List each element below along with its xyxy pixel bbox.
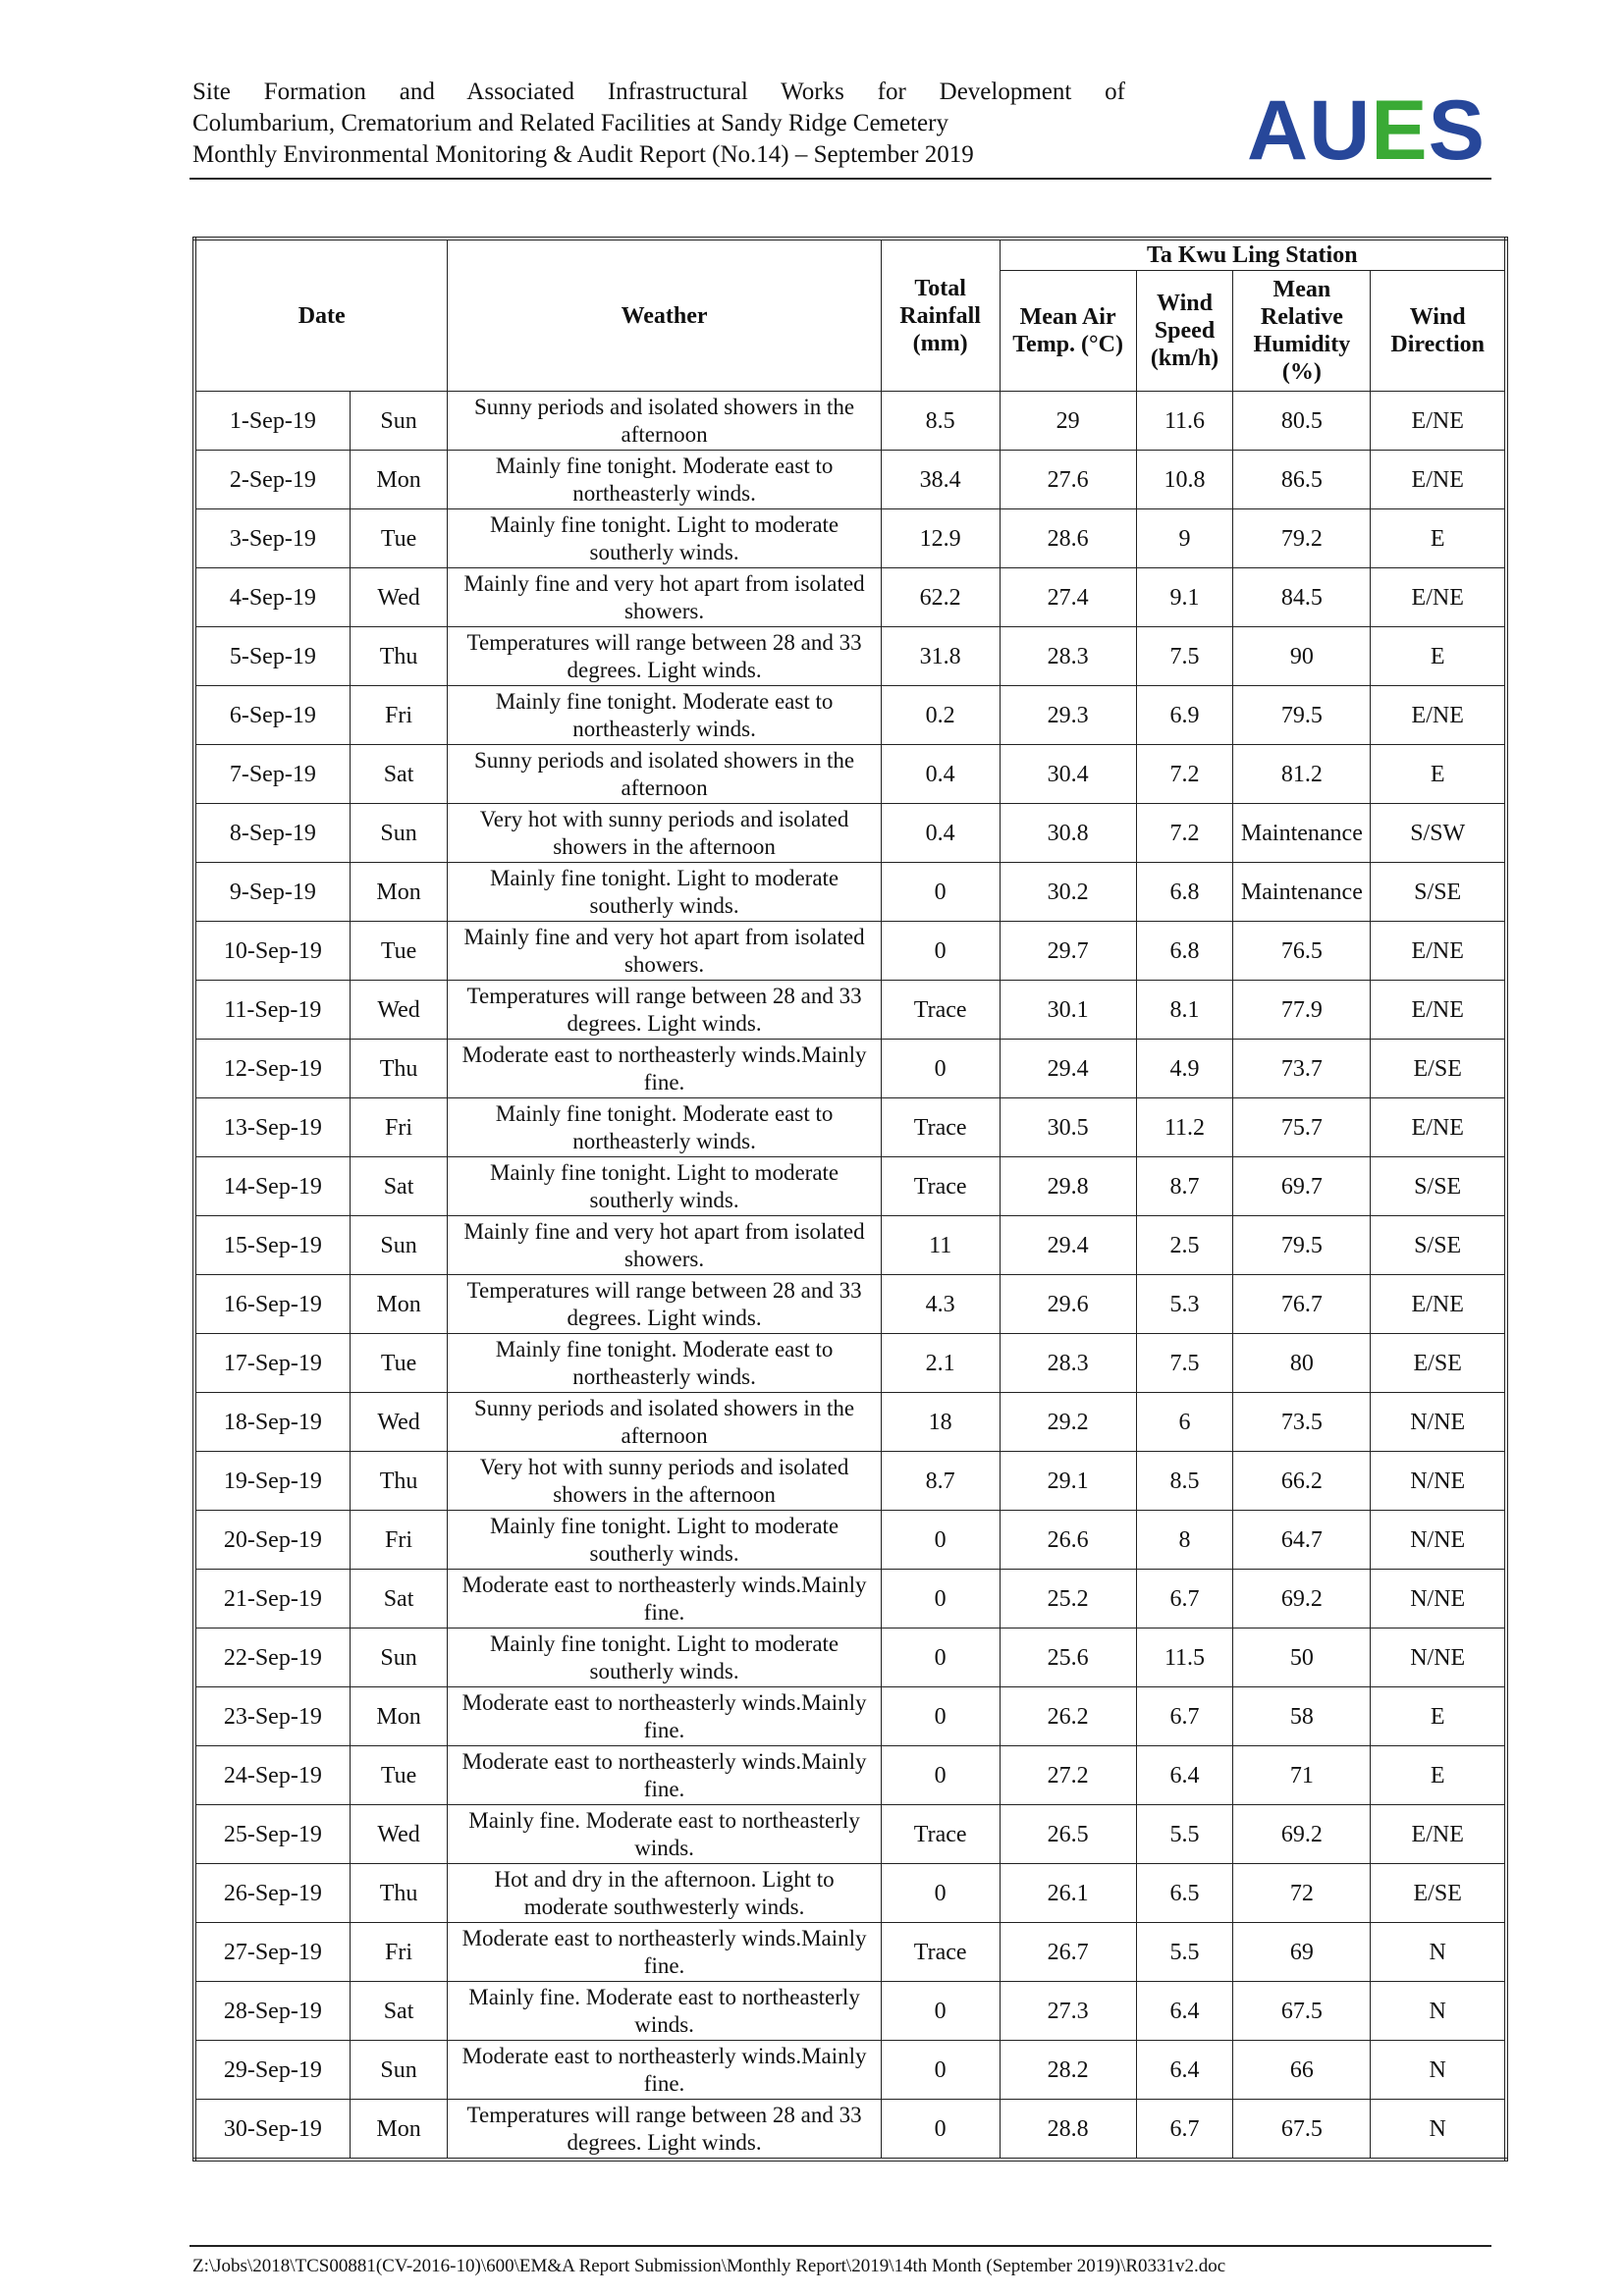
temp-cell: 29 [1000,392,1136,451]
wind-speed-cell: 8.1 [1136,981,1233,1040]
wind-speed-cell: 5.5 [1136,1805,1233,1864]
header-weather: Weather [448,239,881,392]
table-row [194,509,1506,568]
humidity-cell: Maintenance [1233,863,1371,922]
humidity-cell: 69 [1233,1923,1371,1982]
wind-direction-cell: N/NE [1371,1629,1506,1687]
day-cell: Sat [350,1982,448,2041]
humidity-cell: 76.7 [1233,1275,1371,1334]
wind-direction-cell: S/SE [1371,1157,1506,1216]
day-cell: Sat [350,1570,448,1629]
temp-cell: 29.8 [1000,1157,1136,1216]
weather-cell: Temperatures will range between 28 and 33 degrees. Light winds. [448,1275,881,1334]
aues-logo [1247,83,1486,178]
day-cell: Mon [350,2100,448,2161]
wind-speed-cell: 7.2 [1136,745,1233,804]
day-cell: Tue [350,509,448,568]
rainfall-cell: 0.4 [881,745,1000,804]
rainfall-cell: 0 [881,1982,1000,2041]
day-cell: Sun [350,1216,448,1275]
humidity-cell: 50 [1233,1629,1371,1687]
wind-direction-cell: E/NE [1371,686,1506,745]
humidity-cell: 80.5 [1233,392,1371,451]
wind-direction-cell: E/NE [1371,392,1506,451]
weather-cell: Mainly fine and very hot apart from isolated showers. [448,922,881,981]
header-wind-speed: Wind Speed (km/h) [1136,271,1233,392]
wind-direction-cell: E/NE [1371,981,1506,1040]
table-row [194,1216,1506,1275]
weather-cell: Temperatures will range between 28 and 33 degrees. Light winds. [448,2100,881,2161]
day-cell: Thu [350,1040,448,1098]
weather-cell: Moderate east to northeasterly winds.Mainly fine. [448,1570,881,1629]
day-cell: Fri [350,1923,448,1982]
wind-direction-cell: N [1371,2100,1506,2161]
footer-rule [189,2245,1491,2247]
weather-cell: Moderate east to northeasterly winds.Mainly fine. [448,1923,881,1982]
humidity-cell: 73.7 [1233,1040,1371,1098]
date-cell: 16-Sep-19 [194,1275,350,1334]
wind-speed-cell: 6 [1136,1393,1233,1452]
table-row [194,1570,1506,1629]
humidity-cell: Maintenance [1233,804,1371,863]
weather-cell: Mainly fine tonight. Moderate east to northeasterly winds. [448,1334,881,1393]
header-station: Ta Kwu Ling Station [1000,239,1506,271]
weather-cell: Very hot with sunny periods and isolated showers in the afternoon [448,804,881,863]
weather-cell: Mainly fine. Moderate east to northeasterly winds. [448,1982,881,2041]
wind-direction-cell: N [1371,1923,1506,1982]
date-cell: 29-Sep-19 [194,2041,350,2100]
rainfall-cell: 0 [881,1570,1000,1629]
rainfall-cell: 0 [881,1746,1000,1805]
humidity-cell: 67.5 [1233,2100,1371,2161]
wind-speed-cell: 10.8 [1136,451,1233,509]
day-cell: Wed [350,981,448,1040]
table-row [194,1746,1506,1805]
title-line-3: Monthly Environmental Monitoring & Audit Report (No.14) – September 2019 [192,141,974,168]
title-line-2: Columbarium, Crematorium and Related Facilities at Sandy Ridge Cemetery [192,110,948,136]
day-cell: Mon [350,863,448,922]
weather-cell: Mainly fine tonight. Light to moderate southerly winds. [448,1157,881,1216]
humidity-cell: 69.2 [1233,1570,1371,1629]
day-cell: Wed [350,1393,448,1452]
wind-speed-cell: 6.9 [1136,686,1233,745]
table-row [194,2041,1506,2100]
wind-speed-cell: 9 [1136,509,1233,568]
day-cell: Fri [350,1098,448,1157]
table-row [194,1157,1506,1216]
table-row [194,1629,1506,1687]
logo-text-s: S [1428,83,1486,178]
wind-direction-cell: E [1371,1687,1506,1746]
weather-cell: Mainly fine and very hot apart from isolated showers. [448,568,881,627]
temp-cell: 30.4 [1000,745,1136,804]
rainfall-cell: Trace [881,1805,1000,1864]
wind-direction-cell: E [1371,627,1506,686]
humidity-cell: 71 [1233,1746,1371,1805]
rainfall-cell: 0 [881,1864,1000,1923]
humidity-cell: 90 [1233,627,1371,686]
date-cell: 23-Sep-19 [194,1687,350,1746]
humidity-cell: 79.5 [1233,1216,1371,1275]
date-cell: 27-Sep-19 [194,1923,350,1982]
table-row [194,1982,1506,2041]
rainfall-cell: Trace [881,981,1000,1040]
table-row [194,2100,1506,2161]
day-cell: Sun [350,1629,448,1687]
wind-speed-cell: 6.8 [1136,922,1233,981]
temp-cell: 28.6 [1000,509,1136,568]
header-temp: Mean Air Temp. (°C) [1000,271,1136,392]
wind-direction-cell: N/NE [1371,1393,1506,1452]
rainfall-cell: 0.2 [881,686,1000,745]
date-cell: 11-Sep-19 [194,981,350,1040]
table-row [194,1805,1506,1864]
day-cell: Tue [350,1746,448,1805]
humidity-cell: 58 [1233,1687,1371,1746]
rainfall-cell: 18 [881,1393,1000,1452]
day-cell: Sat [350,1157,448,1216]
wind-direction-cell: E/NE [1371,922,1506,981]
temp-cell: 27.4 [1000,568,1136,627]
weather-cell: Very hot with sunny periods and isolated showers in the afternoon [448,1452,881,1511]
temp-cell: 26.7 [1000,1923,1136,1982]
rainfall-cell: 0 [881,922,1000,981]
wind-speed-cell: 6.7 [1136,2100,1233,2161]
temp-cell: 28.2 [1000,2041,1136,2100]
date-cell: 20-Sep-19 [194,1511,350,1570]
temp-cell: 29.3 [1000,686,1136,745]
temp-cell: 30.2 [1000,863,1136,922]
wind-speed-cell: 6.7 [1136,1687,1233,1746]
humidity-cell: 76.5 [1233,922,1371,981]
table-row [194,1687,1506,1746]
weather-cell: Moderate east to northeasterly winds.Mainly fine. [448,1746,881,1805]
wind-speed-cell: 6.7 [1136,1570,1233,1629]
table-row [194,1334,1506,1393]
rainfall-cell: 0.4 [881,804,1000,863]
weather-cell: Hot and dry in the afternoon. Light to moderate southwesterly winds. [448,1864,881,1923]
wind-direction-cell: S/SE [1371,1216,1506,1275]
humidity-cell: 64.7 [1233,1511,1371,1570]
date-cell: 7-Sep-19 [194,745,350,804]
table-row [194,804,1506,863]
date-cell: 22-Sep-19 [194,1629,350,1687]
weather-cell: Moderate east to northeasterly winds.Mainly fine. [448,1687,881,1746]
table-row [194,1864,1506,1923]
rainfall-cell: 4.3 [881,1275,1000,1334]
day-cell: Thu [350,627,448,686]
rainfall-cell: 62.2 [881,568,1000,627]
wind-direction-cell: E [1371,745,1506,804]
wind-speed-cell: 11.2 [1136,1098,1233,1157]
day-cell: Sun [350,804,448,863]
wind-direction-cell: E/SE [1371,1864,1506,1923]
wind-direction-cell: E [1371,509,1506,568]
logo-text-e: E [1371,83,1429,178]
temp-cell: 30.1 [1000,981,1136,1040]
date-cell: 25-Sep-19 [194,1805,350,1864]
humidity-cell: 75.7 [1233,1098,1371,1157]
day-cell: Fri [350,1511,448,1570]
weather-cell: Mainly fine tonight. Light to moderate southerly winds. [448,1629,881,1687]
rainfall-cell: 12.9 [881,509,1000,568]
date-cell: 12-Sep-19 [194,1040,350,1098]
wind-speed-cell: 8.5 [1136,1452,1233,1511]
wind-direction-cell: E/NE [1371,1275,1506,1334]
wind-direction-cell: E/NE [1371,1098,1506,1157]
date-cell: 3-Sep-19 [194,509,350,568]
humidity-cell: 66 [1233,2041,1371,2100]
humidity-cell: 67.5 [1233,1982,1371,2041]
table-row [194,1040,1506,1098]
table-row [194,1275,1506,1334]
temp-cell: 28.8 [1000,2100,1136,2161]
header-date: Date [194,239,448,392]
wind-speed-cell: 2.5 [1136,1216,1233,1275]
rainfall-cell: 0 [881,2041,1000,2100]
rainfall-cell: 31.8 [881,627,1000,686]
temp-cell: 28.3 [1000,1334,1136,1393]
rainfall-cell: 0 [881,863,1000,922]
rainfall-cell: 11 [881,1216,1000,1275]
table-row [194,686,1506,745]
temp-cell: 29.1 [1000,1452,1136,1511]
wind-direction-cell: N/NE [1371,1511,1506,1570]
date-cell: 1-Sep-19 [194,392,350,451]
date-cell: 18-Sep-19 [194,1393,350,1452]
humidity-cell: 69.7 [1233,1157,1371,1216]
humidity-cell: 72 [1233,1864,1371,1923]
date-cell: 4-Sep-19 [194,568,350,627]
table-row [194,1511,1506,1570]
temp-cell: 29.2 [1000,1393,1136,1452]
wind-direction-cell: E/NE [1371,568,1506,627]
weather-cell: Sunny periods and isolated showers in the afternoon [448,392,881,451]
weather-cell: Moderate east to northeasterly winds.Mainly fine. [448,2041,881,2100]
rainfall-cell: 38.4 [881,451,1000,509]
weather-cell: Mainly fine tonight. Light to moderate southerly winds. [448,863,881,922]
weather-cell: Mainly fine and very hot apart from isolated showers. [448,1216,881,1275]
date-cell: 30-Sep-19 [194,2100,350,2161]
table-row [194,745,1506,804]
weather-cell: Mainly fine tonight. Moderate east to northeasterly winds. [448,686,881,745]
rainfall-cell: 0 [881,1629,1000,1687]
rainfall-cell: Trace [881,1098,1000,1157]
rainfall-cell: 2.1 [881,1334,1000,1393]
table-row [194,568,1506,627]
rainfall-cell: 0 [881,2100,1000,2161]
rainfall-cell: 0 [881,1040,1000,1098]
temp-cell: 26.2 [1000,1687,1136,1746]
header-rule [189,178,1491,180]
logo-text-au: AU [1247,83,1372,178]
temp-cell: 25.2 [1000,1570,1136,1629]
wind-direction-cell: E [1371,1746,1506,1805]
day-cell: Sat [350,745,448,804]
wind-speed-cell: 11.6 [1136,392,1233,451]
date-cell: 17-Sep-19 [194,1334,350,1393]
humidity-cell: 73.5 [1233,1393,1371,1452]
day-cell: Sun [350,392,448,451]
table-row [194,1923,1506,1982]
rainfall-cell: 8.7 [881,1452,1000,1511]
rainfall-cell: 8.5 [881,392,1000,451]
humidity-cell: 84.5 [1233,568,1371,627]
date-cell: 6-Sep-19 [194,686,350,745]
wind-speed-cell: 7.5 [1136,1334,1233,1393]
date-cell: 2-Sep-19 [194,451,350,509]
humidity-cell: 79.2 [1233,509,1371,568]
weather-table [192,237,1508,2162]
date-cell: 28-Sep-19 [194,1982,350,2041]
humidity-cell: 79.5 [1233,686,1371,745]
day-cell: Wed [350,568,448,627]
humidity-cell: 80 [1233,1334,1371,1393]
day-cell: Mon [350,1687,448,1746]
temp-cell: 26.1 [1000,1864,1136,1923]
weather-cell: Moderate east to northeasterly winds.Mainly fine. [448,1040,881,1098]
date-cell: 8-Sep-19 [194,804,350,863]
wind-direction-cell: N/NE [1371,1570,1506,1629]
humidity-cell: 69.2 [1233,1805,1371,1864]
table-row [194,392,1506,451]
day-cell: Tue [350,922,448,981]
weather-cell: Mainly fine. Moderate east to northeasterly winds. [448,1805,881,1864]
table-row [194,922,1506,981]
date-cell: 10-Sep-19 [194,922,350,981]
wind-direction-cell: E/SE [1371,1040,1506,1098]
temp-cell: 28.3 [1000,627,1136,686]
day-cell: Mon [350,1275,448,1334]
temp-cell: 27.2 [1000,1746,1136,1805]
wind-speed-cell: 5.3 [1136,1275,1233,1334]
day-cell: Sun [350,2041,448,2100]
file-path-footer: Z:\Jobs\2018\TCS00881(CV-2016-10)\600\EM&A Report Submission\Monthly Report\2019\14th Month (September 2019)\R0331v2.doc [192,2256,1226,2276]
wind-speed-cell: 4.9 [1136,1040,1233,1098]
wind-speed-cell: 8.7 [1136,1157,1233,1216]
date-cell: 24-Sep-19 [194,1746,350,1805]
report-title-block [192,77,1125,171]
weather-cell: Mainly fine tonight. Moderate east to northeasterly winds. [448,451,881,509]
humidity-cell: 66.2 [1233,1452,1371,1511]
date-cell: 26-Sep-19 [194,1864,350,1923]
wind-direction-cell: S/SE [1371,863,1506,922]
weather-cell: Mainly fine tonight. Light to moderate southerly winds. [448,509,881,568]
wind-direction-cell: E/SE [1371,1334,1506,1393]
weather-cell: Sunny periods and isolated showers in the afternoon [448,745,881,804]
wind-direction-cell: N [1371,2041,1506,2100]
wind-speed-cell: 6.4 [1136,1982,1233,2041]
wind-speed-cell: 11.5 [1136,1629,1233,1687]
wind-direction-cell: S/SW [1371,804,1506,863]
wind-speed-cell: 6.5 [1136,1864,1233,1923]
temp-cell: 26.5 [1000,1805,1136,1864]
wind-speed-cell: 9.1 [1136,568,1233,627]
weather-cell: Temperatures will range between 28 and 33 degrees. Light winds. [448,627,881,686]
rainfall-cell: 0 [881,1687,1000,1746]
date-cell: 9-Sep-19 [194,863,350,922]
wind-direction-cell: E/NE [1371,451,1506,509]
day-cell: Mon [350,451,448,509]
wind-speed-cell: 5.5 [1136,1923,1233,1982]
header-humidity: Mean Relative Humidity (%) [1233,271,1371,392]
day-cell: Wed [350,1805,448,1864]
table-row [194,1098,1506,1157]
table-row [194,1393,1506,1452]
wind-direction-cell: N [1371,1982,1506,2041]
wind-speed-cell: 8 [1136,1511,1233,1570]
day-cell: Thu [350,1864,448,1923]
wind-speed-cell: 7.5 [1136,627,1233,686]
temp-cell: 26.6 [1000,1511,1136,1570]
date-cell: 19-Sep-19 [194,1452,350,1511]
weather-cell: Temperatures will range between 28 and 33 degrees. Light winds. [448,981,881,1040]
date-cell: 15-Sep-19 [194,1216,350,1275]
temp-cell: 25.6 [1000,1629,1136,1687]
date-cell: 21-Sep-19 [194,1570,350,1629]
temp-cell: 27.3 [1000,1982,1136,2041]
table-row [194,451,1506,509]
table-row [194,863,1506,922]
wind-direction-cell: E/NE [1371,1805,1506,1864]
wind-speed-cell: 6.4 [1136,2041,1233,2100]
temp-cell: 29.6 [1000,1275,1136,1334]
temp-cell: 30.5 [1000,1098,1136,1157]
day-cell: Tue [350,1334,448,1393]
date-cell: 13-Sep-19 [194,1098,350,1157]
table-body [194,392,1506,2161]
weather-cell: Mainly fine tonight. Moderate east to northeasterly winds. [448,1098,881,1157]
humidity-cell: 86.5 [1233,451,1371,509]
wind-speed-cell: 6.8 [1136,863,1233,922]
rainfall-cell: Trace [881,1157,1000,1216]
humidity-cell: 77.9 [1233,981,1371,1040]
wind-speed-cell: 7.2 [1136,804,1233,863]
date-cell: 5-Sep-19 [194,627,350,686]
temp-cell: 29.4 [1000,1040,1136,1098]
wind-speed-cell: 6.4 [1136,1746,1233,1805]
weather-cell: Mainly fine tonight. Light to moderate southerly winds. [448,1511,881,1570]
temp-cell: 29.7 [1000,922,1136,981]
title-line-1: Site Formation and Associated Infrastructural Works for Development of [192,79,1125,105]
header-wind-direction: Wind Direction [1371,271,1506,392]
temp-cell: 27.6 [1000,451,1136,509]
wind-direction-cell: N/NE [1371,1452,1506,1511]
document-header [192,77,1489,179]
table-row [194,981,1506,1040]
rainfall-cell: 0 [881,1511,1000,1570]
temp-cell: 30.8 [1000,804,1136,863]
temp-cell: 29.4 [1000,1216,1136,1275]
date-cell: 14-Sep-19 [194,1157,350,1216]
header-rainfall: Total Rainfall (mm) [881,239,1000,392]
weather-cell: Sunny periods and isolated showers in the afternoon [448,1393,881,1452]
rainfall-cell: Trace [881,1923,1000,1982]
day-cell: Fri [350,686,448,745]
table-row [194,627,1506,686]
table-row [194,1452,1506,1511]
humidity-cell: 81.2 [1233,745,1371,804]
day-cell: Thu [350,1452,448,1511]
